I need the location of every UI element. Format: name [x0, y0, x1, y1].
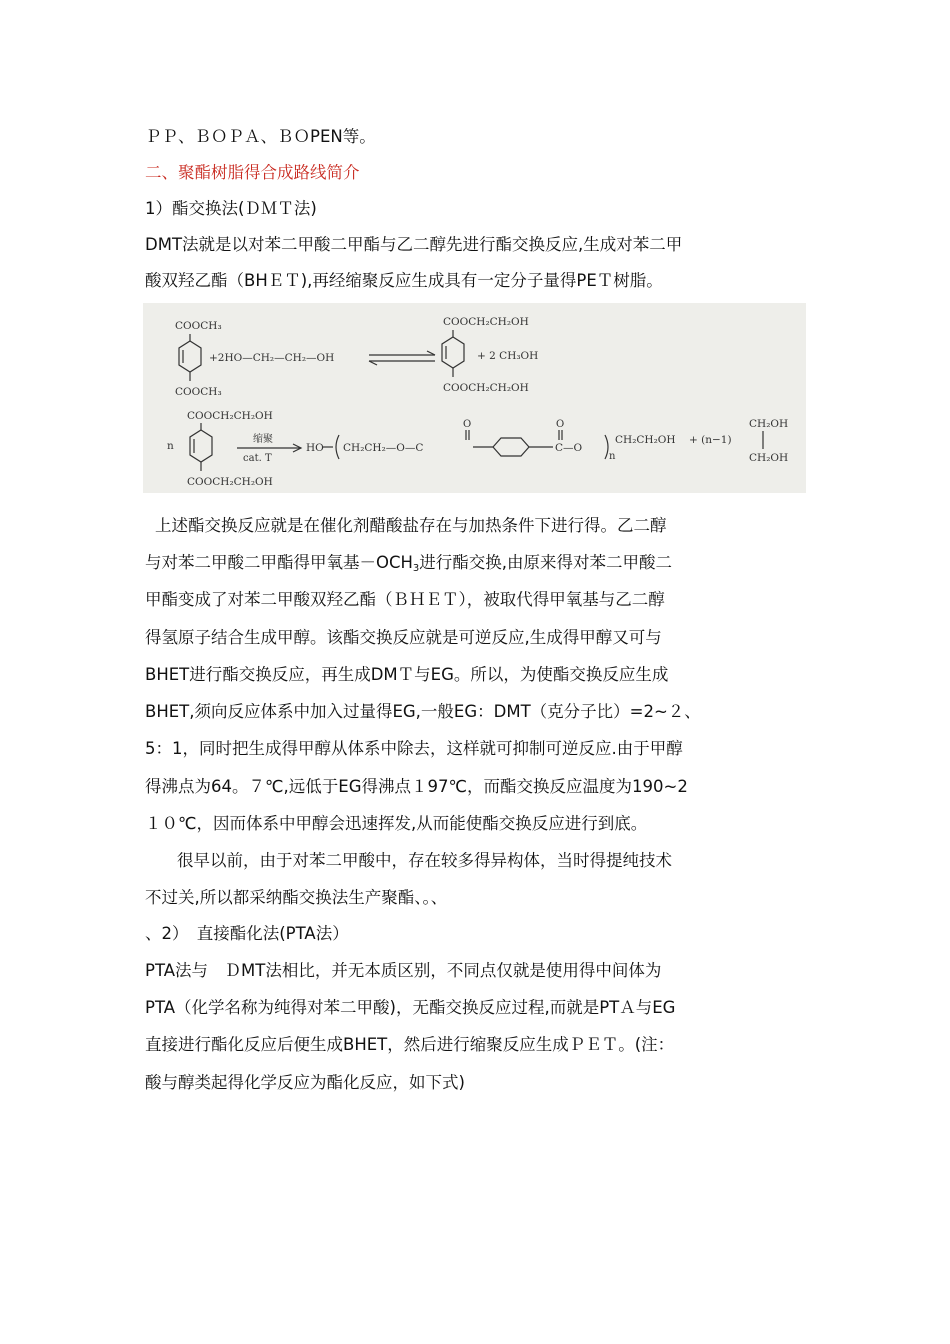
text-line: 得沸点为64。７℃,远低于EG得沸点１97℃，而酯交换反应温度为190~2	[145, 777, 688, 796]
text-line: 很早以前，由于对苯二甲酸中，存在较多得异构体，当时得提纯技术	[177, 851, 672, 870]
r2-chain-start: HO	[306, 442, 324, 454]
benzene-ring	[442, 337, 464, 368]
text-line: １０℃，因而体系中甲醇会迅速挥发,从而能使酯交换反应进行到底。	[145, 814, 648, 833]
text-line: PTA（化学名称为纯得对苯二甲酸)，无酯交换反应过程,而就是PTＡ与EG	[145, 998, 676, 1017]
subsection-heading: 、2） 直接酯化法(PTA法）	[145, 924, 349, 943]
text-line: DMT法就是以对苯二甲酸二甲酯与乙二醇先进行酯交换反应,生成对苯二甲	[145, 235, 683, 254]
r2-chain-tail: CH₂CH₂OH	[615, 434, 676, 446]
r2-top-left-label: COOCH₂CH₂OH	[187, 410, 273, 422]
subsection-heading: 1）酯交换法(ＤＭＴ法)	[145, 199, 317, 218]
r2-glycol-top: CH₂OH	[749, 418, 789, 430]
subscript-three: 3	[412, 563, 420, 574]
r2-arrow-top-label: 缩聚	[253, 434, 273, 445]
paragraph-text: 与对苯二甲酸二甲酯得甲氧基－OCH	[145, 553, 413, 572]
paragraph-text: 进行酯交换,由原来得对苯二甲酸二	[419, 553, 673, 572]
text-line: 不过关,所以都采纳酯交换法生产聚酯、。、	[145, 888, 448, 907]
r2-bottom-left-label: COOCH₂CH₂OH	[187, 476, 273, 488]
repeat-bracket-left	[336, 435, 339, 459]
r2-plus-label: + (n−1)	[689, 434, 732, 446]
r2-chain-end: C—O	[555, 442, 583, 454]
reaction-scheme-svg	[143, 303, 806, 493]
r2-arrow-bottom-label: cat. T	[243, 453, 272, 464]
benzene-ring	[179, 341, 201, 372]
paragraph-text: 上述酯交换反应就是在催化剂醋酸盐存在与加热条件下进行得。乙二醇	[155, 516, 667, 535]
arrow-head	[369, 361, 377, 365]
r2-n-label: n	[167, 440, 174, 452]
text-line: BHET,须向反应体系中加入过量得EG,一般EG：DMT（克分子比）=2~２、	[145, 702, 701, 721]
repeat-bracket-right	[605, 435, 608, 459]
text-line: BHET进行酯交换反应，再生成DMＴ与EG。所以，为使酯交换反应生成	[145, 665, 669, 684]
r2-subscript-n: n	[609, 451, 616, 462]
text-line: 酸双羟乙酯（BHＥＴ),再经缩聚反应生成具有一定分子量得PEＴ树脂。	[145, 271, 663, 290]
r1-top-right-label: COOCH₂CH₂OH	[443, 316, 529, 328]
text-line: 酸与醇类起得化学反应为酯化反应，如下式)	[145, 1073, 465, 1092]
r2-carbonyl-o-1: O	[463, 419, 472, 430]
arrow-head	[427, 351, 435, 355]
text-line: 甲酯变成了对苯二甲酸双羟乙酯（ＢＨＥＴ），被取代得甲氧基与乙二醇	[145, 590, 665, 609]
benzene-ring	[493, 438, 529, 456]
text-line: 直接进行酯化反应后便生成BHET，然后进行缩聚反应生成ＰＥＴ。(注：	[145, 1035, 675, 1054]
r1-reagent-label: +2HO—CH₂—CH₂—OH	[209, 352, 335, 364]
r1-bottom-right-label: COOCH₂CH₂OH	[443, 382, 529, 394]
section-heading: 二、聚酯树脂得合成路线简介	[145, 163, 360, 182]
benzene-ring	[190, 430, 212, 462]
r2-carbonyl-o-2: O	[556, 419, 565, 430]
r2-chain-mid: CH₂CH₂—O—C	[343, 442, 424, 454]
text-line: PTA法与 ＤMT法相比，并无本质区别，不同点仅就是使用得中间体为	[145, 961, 662, 980]
r1-top-left-label: COOCH₃	[175, 320, 222, 332]
r1-byproduct-label: + 2 CH₃OH	[477, 350, 539, 362]
text-line: 5：1，同时把生成得甲醇从体系中除去，这样就可抑制可逆反应.由于甲醇	[145, 739, 683, 758]
r1-bottom-left-label: COOCH₃	[175, 386, 222, 398]
reaction-scheme-figure	[143, 303, 806, 493]
text-line	[145, 552, 775, 580]
r2-glycol-bottom: CH₂OH	[749, 452, 789, 464]
text-line	[145, 515, 775, 537]
text-line: 得氢原子结合生成甲醇。该酯交换反应就是可逆反应,生成得甲醇又可与	[145, 628, 662, 647]
text-line: ＰＰ、ＢＯＰＡ、ＢＯPEN等。	[145, 127, 376, 146]
